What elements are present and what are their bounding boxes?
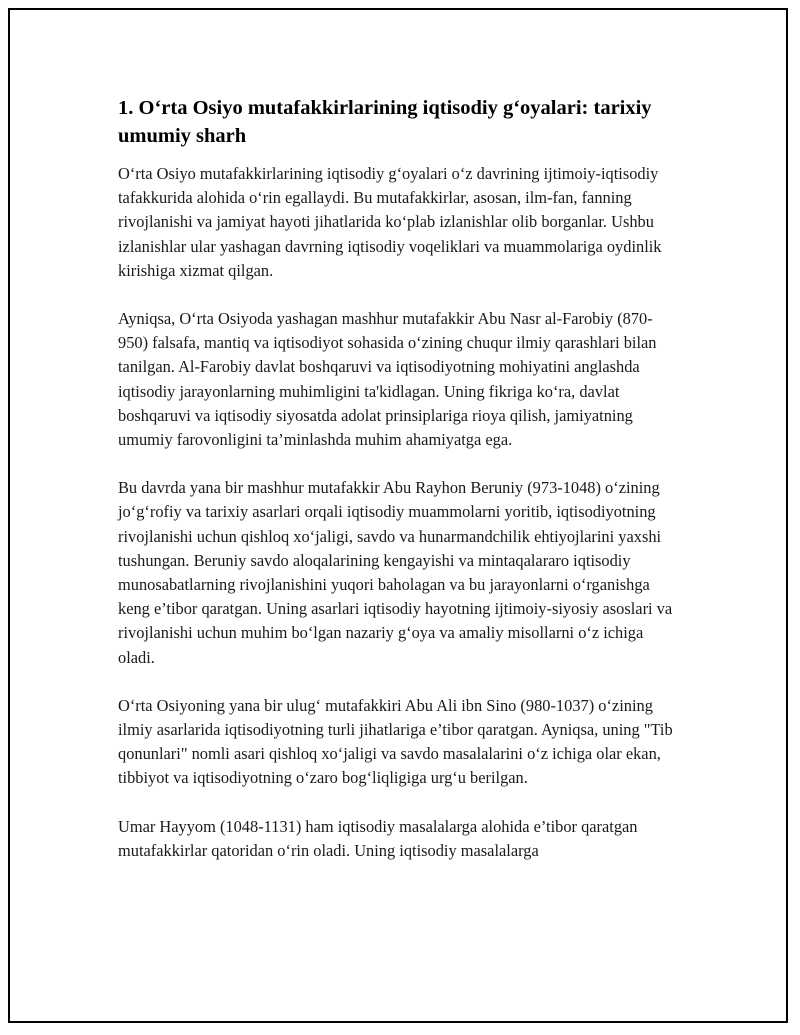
- paragraph-beruniy: Bu davrda yana bir mashhur mutafakkir Abu Rayhon Beruniy (973-1048) o‘zining jo‘g‘rofiy va tarixiy asarlari orqali iqtisodiy muammolarni yoritib, iqtisodiyotning rivojlanishi uchun qishloq xo‘jaligi, savdo va hunarmandchilik ehtiyojlarini yaxshi tushungan. Beruniy savdo aloqalarining kengayishi va mintaqalararo iqtisodiy munosabatlarning rivojlanishini yuqori baholagan va bu jarayonlarni o‘rganishga keng e’tibor qaratgan. Uning asarlari iqtisodiy hayotning ijtimoiy-siyosiy asoslari va rivojlanishi uchun muhim bo‘lgan nazariy g‘oya va amaliy misollarni o‘z ichiga oladi.: [118, 478, 673, 667]
- section-heading: 1. O‘rta Osiyo mutafakkirlarining iqtisodiy g‘oyalari: tarixiy umumiy sharh: [118, 97, 652, 147]
- paragraph-intro: O‘rta Osiyo mutafakkirlarining iqtisodiy g‘oyalari o‘z davrining ijtimoiy-iqtisodiy tafakkurida alohida o‘rin egallaydi. Bu mutafakkirlar, asosan, ilm-fan, fanning rivojlanishi va jamiyat hayoti jihatlarida ko‘plab izlanishlar olib borganlar. Ushbu izlanishlar ular yashagan davrning iqtisodiy voqeliklari va muammolariga oydinlik kirishiga xizmat qilgan.: [118, 164, 662, 280]
- paragraph-hayyom: Umar Hayyom (1048-1131) ham iqtisodiy masalalarga alohida e’tibor qaratgan mutafakkirlar qatoridan o‘rin oladi. Uning iqtisodiy masalalarga: [118, 816, 638, 860]
- paragraph-ibn-sino: O‘rta Osiyoning yana bir ulug‘ mutafakkiri Abu Ali ibn Sino (980-1037) o‘zining ilmiy asarlarida iqtisodiyotning turli jihatlariga e’tibor qaratgan. Ayniqsa, uning "Tib qonunlari" nomli asari qishloq xo‘jaligi va savdo masalalarini o‘z ichiga olar ekan, tibbiyot va iqtisodiyotning o‘zaro bog‘liqligiga urg‘u berilgan.: [118, 695, 673, 788]
- document-body: [118, 94, 678, 887]
- paragraph-farobiy: Ayniqsa, O‘rta Osiyoda yashagan mashhur mutafakkir Abu Nasr al-Farobiy (870-950) falsafa, mantiq va iqtisodiyot sohasida o‘zining chuqur ilmiy qarashlari bilan tanilgan. Al-Farobiy davlat boshqaruvi va iqtisodiyotning mohiyatini anglashda iqtisodiy jarayonlarning muhimligini ta'kidlagan. Uning fikriga ko‘ra, davlat boshqaruvi va iqtisodiy siyosatda adolat prinsiplariga rioya qilish, jamiyatning umumiy farovonligini ta’minlashda muhim ahamiyatga ega.: [118, 309, 657, 450]
